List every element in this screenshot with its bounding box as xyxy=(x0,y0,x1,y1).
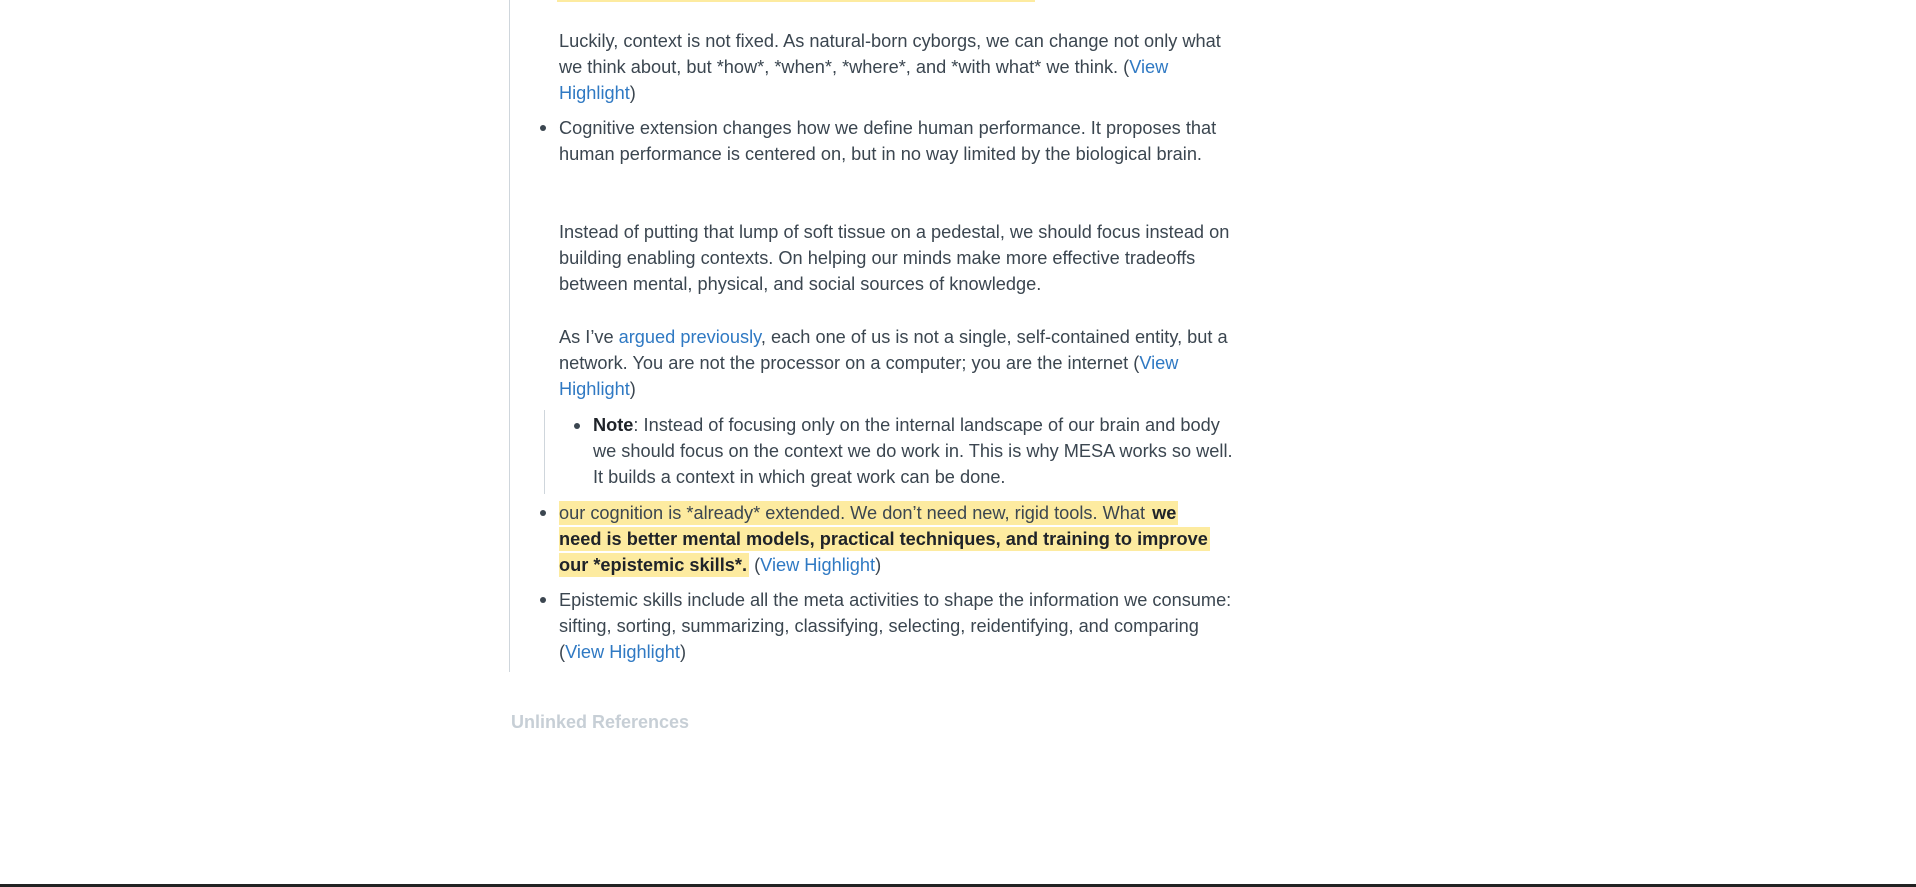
bullet[interactable] xyxy=(540,597,546,603)
highlight-remnant xyxy=(557,0,1035,2)
paren-open: ( xyxy=(749,555,761,575)
bullet[interactable] xyxy=(540,125,546,131)
view-highlight-link[interactable]: View Highlight xyxy=(559,353,1179,399)
argued-previously-link[interactable]: argued previously xyxy=(618,327,761,347)
block-epistemic-skills[interactable] xyxy=(559,587,1249,665)
paren-close: ) xyxy=(679,642,687,662)
block-text: Epistemic skills include all the meta activities to shape the information we consume: sifting, sorting, summarizing, classifying, selecting, reidentifying, and comparing ( xyxy=(559,590,1232,662)
block-cognitive-extension[interactable] xyxy=(559,115,1249,167)
block-text: Luckily, context is not fixed. As natural-born cyborgs, we can change not only what we think about, but *how*, *when*, *where*, and *with what* we think. ( xyxy=(559,31,1221,77)
linked-references-block xyxy=(509,0,1250,672)
bullet[interactable] xyxy=(574,423,580,429)
block-luckily-context[interactable] xyxy=(559,28,1229,106)
view-highlight-link[interactable]: View Highlight xyxy=(565,642,680,662)
highlighted-plain: our cognition is *already* extended. We don’t need new, rigid tools. What xyxy=(559,503,1151,523)
paren-close: ) xyxy=(629,83,636,103)
paragraph-3-pre: As I’ve xyxy=(559,327,619,347)
paragraph-2: Instead of putting that lump of soft tissue on a pedestal, we should focus instead on building enabling contexts. On helping our minds make more effective tradeoffs between mental, physical, and social sources of knowledge. xyxy=(559,222,1230,294)
note-label: Note xyxy=(593,415,634,435)
block-cognition-extended[interactable] xyxy=(559,500,1219,578)
bullet[interactable] xyxy=(540,510,546,516)
view-highlight-link[interactable]: View Highlight xyxy=(559,57,1169,103)
note-text: : Instead of focusing only on the internal landscape of our brain and body we should focus on the context we do work in. This is why MESA works so well. It builds a context in which great work can be done. xyxy=(593,415,1233,487)
paren-close: ) xyxy=(875,555,882,575)
nested-block-rule xyxy=(544,410,545,494)
unlinked-references-heading[interactable]: Unlinked References xyxy=(511,712,690,732)
paragraph-1: Cognitive extension changes how we define human performance. It proposes that human performance is centered on, but in no way limited by the biological brain. xyxy=(559,118,1217,164)
view-highlight-link[interactable]: View Highlight xyxy=(760,555,876,575)
block-cognitive-extension-p2 xyxy=(559,219,1249,297)
block-cognitive-extension-p3 xyxy=(559,324,1229,402)
paragraph-3-post: , each one of us is not a single, self-contained entity, but a network. You are not the processor on a computer; you are the internet ( xyxy=(559,327,1228,373)
paren-close: ) xyxy=(629,379,636,399)
block-note[interactable] xyxy=(593,412,1233,490)
highlighted-bold: we need is better mental models, practical techniques, and training to improve our *epistemic skills*. xyxy=(559,503,1208,575)
